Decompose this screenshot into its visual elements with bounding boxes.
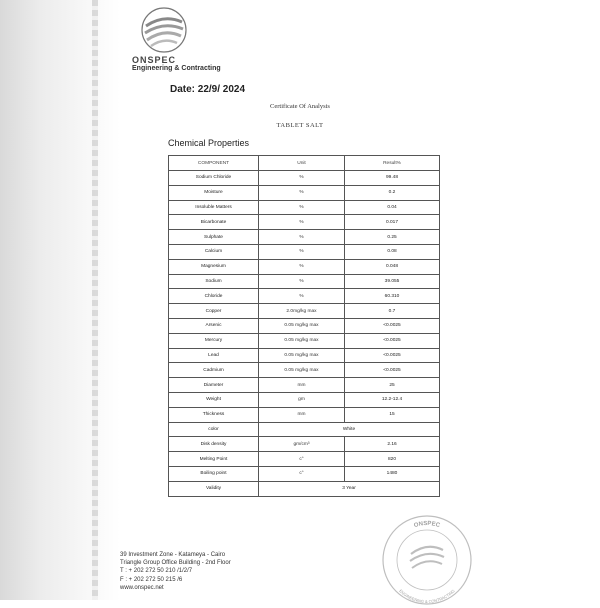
unit-cell: 0.05 mg/kg max [259,318,345,333]
table-row [169,466,440,481]
result-cell: <0.0025 [345,333,440,348]
unit-cell: 2.0mg/kg max [259,304,345,319]
table-body [169,171,440,497]
merged-value-cell: White [259,422,440,437]
component-cell: Sodium Chloride [169,171,259,186]
unit-cell: % [259,274,345,289]
table-row [169,452,440,467]
result-cell: 0.017 [345,215,440,230]
component-cell: Insoluble Matters [169,200,259,215]
table-row [169,318,440,333]
unit-cell: 0.05 mg/kg max [259,333,345,348]
table-row [169,289,440,304]
chemical-properties-table [168,155,439,497]
merged-value-cell: 3 Year [259,481,440,496]
component-cell: Calcium [169,244,259,259]
result-cell: <0.0025 [345,363,440,378]
result-cell: 2.16 [345,437,440,452]
result-cell: 0.2 [345,185,440,200]
result-cell: 99.48 [345,171,440,186]
unit-cell: % [259,185,345,200]
footer-fax: F : + 202 272 50 215 /6 [120,576,183,583]
table-row [169,363,440,378]
unit-cell: c° [259,452,345,467]
component-cell: Chloride [169,289,259,304]
certificate-title: Certificate Of Analysis [270,103,330,110]
result-cell: 0.7 [345,304,440,319]
component-cell: Sodium [169,274,259,289]
brand-block [132,55,221,72]
table-row [169,244,440,259]
component-cell: Sulphate [169,230,259,245]
footer-address-line-1: 39 Investment Zone - Katameya - Cairo [120,552,226,558]
component-cell: Bicarbonate [169,215,259,230]
table-header-row [169,156,440,171]
scan-shadow-edge [0,0,120,600]
result-cell: 820 [345,452,440,467]
result-cell: 60.310 [345,289,440,304]
unit-cell: % [259,259,345,274]
table-row [169,215,440,230]
component-cell: Boiling point [169,466,259,481]
table-row [169,392,440,407]
stamp-top-text: ONSPEC [413,520,441,530]
component-cell: Cadmium [169,363,259,378]
component-cell: Melting Point [169,452,259,467]
company-stamp-icon [374,508,480,608]
result-cell: 0.08 [345,244,440,259]
table-row [169,333,440,348]
unit-cell: % [259,230,345,245]
result-cell: 15 [345,407,440,422]
component-cell: Thickness [169,407,259,422]
unit-cell: % [259,171,345,186]
unit-cell: % [259,215,345,230]
component-cell: Weight [169,392,259,407]
product-name: TABLET SALT [276,122,324,129]
table-row [169,348,440,363]
result-cell: <0.0025 [345,348,440,363]
document-date: Date: 22/9/ 2024 [170,84,246,95]
unit-cell: mm [259,407,345,422]
table-row [169,171,440,186]
table-row [169,437,440,452]
header-component: COMPONENT [169,156,259,171]
unit-cell: % [259,244,345,259]
footer-phone: T : + 202 272 50 210 /1/2/7 [120,568,193,575]
section-title: Chemical Properties [168,138,250,148]
component-cell: Moisture [169,185,259,200]
unit-cell: % [259,289,345,304]
result-cell: 1480 [345,466,440,481]
stamp-bottom-text: ENGINEERING & CONTRACTING [398,588,456,605]
table-row [169,407,440,422]
unit-cell: gm/cm³ [259,437,345,452]
company-tagline: Engineering & Contracting [132,65,221,72]
footer-address [120,551,231,592]
result-cell: 0.04 [345,200,440,215]
component-cell: Diameter [169,378,259,393]
company-logo-icon [140,6,188,54]
header-result: Result% [345,156,440,171]
company-name: ONSPEC [132,55,177,65]
unit-cell: mm [259,378,345,393]
component-cell: Magnesium [169,259,259,274]
component-cell: Mercury [169,333,259,348]
table-row [169,378,440,393]
unit-cell: 0.05 mg/kg max [259,363,345,378]
component-cell: color [169,422,259,437]
component-cell: Arsenic [169,318,259,333]
table-row [169,481,440,496]
table-row [169,200,440,215]
table-row [169,230,440,245]
result-cell: 12.2-12.4 [345,392,440,407]
unit-cell: gm [259,392,345,407]
result-cell: 0.25 [345,230,440,245]
component-cell: Validity [169,481,259,496]
result-cell: 25 [345,378,440,393]
result-cell: 39.055 [345,274,440,289]
table-row [169,274,440,289]
header-unit: Unit [259,156,345,171]
table-row [169,259,440,274]
component-cell: Lead [169,348,259,363]
component-cell: Copper [169,304,259,319]
unit-cell: 0.05 mg/kg max [259,348,345,363]
table-row [169,422,440,437]
footer-website: www.onspec.net [120,584,164,591]
result-cell: 0.048 [345,259,440,274]
scan-binding-stripe [92,0,98,600]
component-cell: Disk density [169,437,259,452]
result-cell: <0.0025 [345,318,440,333]
footer-address-line-2: Triangle Group Office Building - 2nd Floor [120,560,231,567]
unit-cell: % [259,200,345,215]
table-row [169,185,440,200]
table-row [169,304,440,319]
unit-cell: c° [259,466,345,481]
